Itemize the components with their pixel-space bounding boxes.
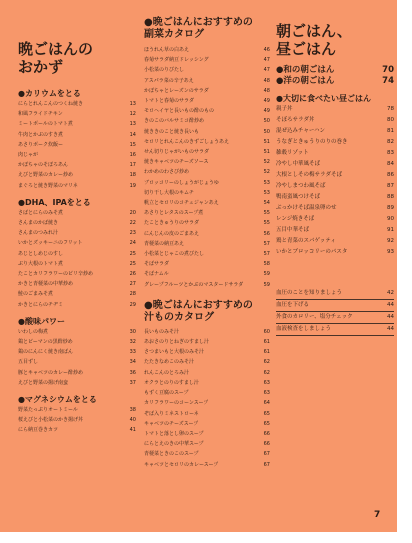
entry-label: 血液検査をしましょう: [276, 326, 332, 332]
entry-label: きのこのバルサミコ酢炒め: [144, 118, 205, 125]
entry-label: ほうれん草の白あえ: [144, 47, 190, 53]
entry-page: 50: [263, 128, 270, 135]
entry-label: ぞば入りミネストローネ: [144, 410, 199, 417]
entry-label: レンジ焼きそば: [276, 216, 315, 222]
entry-page: 87: [387, 183, 394, 189]
entry-page: 61: [263, 349, 270, 356]
section-heading-potassium: ●カリウムをとる: [18, 89, 81, 98]
index-entry[interactable]: [18, 249, 136, 259]
entry-label: 雑穀リゾット: [276, 150, 309, 156]
side-dish-catalog-title-line2: 副菜カタログ: [144, 29, 204, 40]
entry-label: 血圧のことを知りましょう: [276, 290, 343, 296]
index-entry[interactable]: [276, 288, 394, 300]
entry-label: たこときゅうりのサラダ: [144, 220, 199, 227]
index-entry[interactable]: [144, 347, 270, 357]
entry-label: あさりとレタスのスープ煮: [144, 210, 204, 217]
entry-label: いわしの梅煮: [18, 328, 49, 335]
entry-page: 81: [387, 128, 394, 134]
index-entry[interactable]: [276, 214, 394, 225]
entry-label: たことカリフラワーのピリ辛炒め: [18, 271, 94, 278]
index-entry[interactable]: [144, 76, 270, 86]
entry-label: ぶっかけそば温泉卵のせ: [276, 205, 337, 211]
entry-label: かきとにらのチヂミ: [18, 301, 64, 308]
index-entry[interactable]: [144, 229, 270, 239]
index-entry[interactable]: [276, 247, 394, 258]
index-entry[interactable]: [18, 170, 136, 180]
entry-page: 62: [263, 359, 270, 366]
index-entry[interactable]: [144, 388, 270, 398]
entry-label: 鶏のにんにく焼き南ばん: [18, 349, 74, 356]
index-entry[interactable]: [144, 116, 270, 126]
index-entry[interactable]: [144, 239, 270, 249]
entry-page: 52: [263, 159, 270, 166]
entry-label: カリフラワーのコーンスープ: [144, 400, 209, 407]
entry-page: 57: [263, 240, 270, 247]
entry-page: 66: [263, 430, 270, 437]
index-entry[interactable]: [144, 357, 270, 367]
entry-label: ブロッコリーのしょうがじょうゆ: [144, 179, 219, 186]
index-entry[interactable]: [18, 289, 136, 299]
entry-page: 58: [263, 261, 270, 268]
col1-title-line1: 晩ごはんの: [18, 40, 94, 58]
entry-label: そばナムル: [144, 271, 169, 278]
entry-label: そぼろサラダ丼: [276, 117, 315, 123]
entry-page: 44: [387, 314, 394, 320]
entry-label: 親子丼: [276, 106, 293, 112]
entry-page: 47: [263, 57, 270, 64]
index-entry[interactable]: [18, 218, 136, 228]
entry-page: 25: [129, 260, 136, 267]
index-entry[interactable]: [18, 228, 136, 238]
entry-label: 長いものみそ汁: [144, 328, 180, 335]
entry-page: 22: [129, 220, 136, 227]
entry-page: 65: [263, 410, 270, 417]
entry-page: 56: [263, 230, 270, 237]
entry-page: 34: [129, 359, 136, 366]
entry-page: 44: [387, 326, 394, 332]
entry-page: 40: [129, 417, 136, 424]
entry-page: 32: [129, 339, 136, 346]
index-entry[interactable]: [18, 415, 136, 425]
entry-page: 15: [129, 141, 136, 148]
index-entry[interactable]: [18, 357, 136, 367]
entry-page: 62: [263, 369, 270, 376]
index-entry[interactable]: [18, 347, 136, 357]
entry-page: 59: [263, 271, 270, 278]
index-entry[interactable]: [18, 238, 136, 248]
entry-page: 42: [387, 290, 394, 296]
index-entry[interactable]: [276, 181, 394, 192]
index-entry[interactable]: [276, 236, 394, 247]
index-entry[interactable]: [144, 280, 270, 290]
entry-page: 12: [129, 111, 136, 118]
index-entry[interactable]: [18, 368, 136, 378]
entry-page: 89: [387, 205, 394, 211]
entry-label: あさりボーク炊飯ー: [18, 141, 64, 148]
index-entry[interactable]: [18, 337, 136, 347]
entry-label: トマトと落とし卵のスープ: [144, 430, 204, 437]
lunch-section-heading: ●大切に食べたい昼ごはん: [276, 94, 371, 103]
index-entry[interactable]: [18, 378, 136, 388]
index-entry[interactable]: [144, 96, 270, 106]
index-entry[interactable]: [18, 259, 136, 269]
entry-label: まぐろと焼き野菜のマリネ: [18, 182, 78, 189]
col3-title-line2: 昼ごはん: [276, 40, 337, 58]
entry-page: 52: [263, 169, 270, 176]
entry-label: そばサラダ: [144, 261, 169, 268]
entry-page: 50: [263, 118, 270, 125]
page-number: 7: [374, 510, 381, 520]
index-entry[interactable]: [276, 300, 394, 312]
entry-label: かきと青梗菜の中華炒め: [18, 281, 74, 288]
page-margin-bottom: [0, 532, 412, 543]
index-entry[interactable]: [144, 147, 270, 157]
index-entry[interactable]: [18, 327, 136, 337]
entry-label: キャベツとセロリのカレースープ: [144, 461, 219, 468]
entry-label: 帆立とセロリのコチュジャンあえ: [144, 200, 219, 207]
entry-label: さつまいもと大根のみそ汁: [144, 349, 205, 356]
index-entry[interactable]: [144, 368, 270, 378]
entry-label: オクラとのりのすまし汁: [144, 379, 199, 386]
index-entry[interactable]: [276, 312, 394, 324]
entry-page: 64: [263, 400, 270, 407]
side-dish-catalog-title-line1: ●晩ごはんにおすすめの: [144, 17, 253, 28]
entry-page: 67: [263, 461, 270, 468]
entry-label: 冷やし中華風そば: [276, 161, 321, 167]
entry-page: 55: [263, 220, 270, 227]
western-breakfast-entry[interactable]: [276, 76, 394, 87]
entry-page: 57: [263, 251, 270, 258]
entry-page: 25: [129, 250, 136, 257]
index-entry[interactable]: [144, 429, 270, 439]
entry-page: 78: [387, 106, 394, 112]
index-entry[interactable]: [276, 324, 394, 336]
entry-page: 47: [263, 67, 270, 74]
entry-label: 焼ききのこと焼き長いも: [144, 128, 200, 135]
section-heading-acidity: ●酸味パワー: [18, 316, 65, 326]
entry-label: 鴨南蛮風つけそば: [276, 194, 321, 200]
entry-label: 血圧を下げる: [276, 302, 310, 308]
entry-page: 80: [387, 117, 394, 123]
entry-label: いかとブロッコリーのパスタ: [276, 249, 348, 255]
entry-page: 36: [129, 369, 136, 376]
section-heading-dha-ipa: ●DHA、IPAをとる: [18, 197, 91, 207]
entry-label: 外食のカロリー、塩分チェック: [276, 314, 353, 320]
entry-label: にんじんの皮のごまあえ: [144, 230, 200, 237]
index-entry[interactable]: [18, 425, 136, 435]
entry-page: 13: [129, 101, 136, 107]
entry-label: 大根としその梅サラダそば: [276, 172, 342, 178]
entry-label: あおさのりとねぎのすまし汁: [144, 339, 210, 346]
entry-page: 30: [129, 328, 136, 335]
entry-page: 37: [129, 379, 136, 386]
index-entry[interactable]: [276, 148, 394, 159]
index-entry[interactable]: [144, 419, 270, 429]
entry-label: さばとにらのみそ煮: [18, 209, 64, 216]
entry-label: あじとしめじのすし: [18, 250, 64, 257]
entry-page: 91: [387, 227, 394, 233]
entry-page: 49: [263, 98, 270, 105]
japanese-breakfast-entry[interactable]: [276, 65, 394, 76]
entry-page: 46: [263, 47, 270, 53]
index-entry[interactable]: [276, 104, 394, 115]
entry-label: ●洋の朝ごはん: [276, 76, 335, 86]
entry-page: 19: [129, 182, 136, 189]
index-entry[interactable]: [18, 181, 136, 191]
entry-page: 82: [387, 139, 394, 145]
index-entry[interactable]: [18, 119, 136, 129]
index-entry[interactable]: [144, 167, 270, 177]
entry-page: 44: [387, 302, 394, 308]
entry-label: ミートボールのトマト煮: [18, 121, 73, 128]
entry-label: せん切りじゃがいものサラダ: [144, 149, 209, 156]
index-entry[interactable]: [18, 405, 136, 415]
entry-page: 88: [387, 194, 394, 200]
entry-label: 和風フライドチキン: [18, 111, 63, 118]
entry-page: 67: [263, 451, 270, 458]
index-entry[interactable]: [144, 157, 270, 167]
entry-label: えびと野菜のカレー炒め: [18, 172, 74, 179]
entry-label: かぼちゃとレーズンのサラダ: [144, 87, 209, 94]
index-entry[interactable]: [144, 178, 270, 188]
entry-page: 23: [129, 230, 136, 237]
section-heading-magnesium: ●マグネシウムをとる: [18, 395, 97, 405]
index-entry[interactable]: [144, 127, 270, 137]
index-entry[interactable]: [144, 439, 270, 449]
entry-label: 桜えびと小松菜のかき揚げ丼: [18, 417, 84, 424]
index-entry[interactable]: [18, 300, 136, 310]
entry-label: にら納豆巻きカツ: [18, 427, 59, 434]
entry-label: キャベツのチーズスープ: [144, 420, 199, 427]
index-entry[interactable]: [144, 188, 270, 198]
index-entry[interactable]: [18, 208, 136, 218]
entry-page: 33: [129, 349, 136, 356]
entry-page: 38: [129, 407, 136, 414]
entry-label: 豚とキャベツのカレー酢炒め: [18, 369, 84, 376]
index-entry[interactable]: [144, 269, 270, 279]
entry-page: 17: [129, 162, 136, 169]
entry-page: 51: [263, 149, 270, 156]
entry-label: 牛肉とかぶのすき煮: [18, 131, 64, 138]
entry-page: 83: [387, 150, 394, 156]
entry-label: かぼちゃのそぼろあん: [18, 162, 69, 169]
index-entry[interactable]: [144, 55, 270, 65]
entry-label: 焼きキャベツのチーズソース: [144, 159, 209, 166]
index-entry[interactable]: [276, 137, 394, 148]
entry-page: 84: [387, 161, 394, 167]
entry-label: 春菊サラダ納豆ドレッシング: [144, 57, 209, 64]
col1-title-line2: おかず: [18, 58, 64, 76]
entry-page: 18: [129, 172, 136, 179]
entry-page: 63: [263, 390, 270, 397]
entry-page: 86: [387, 172, 394, 178]
entry-page: 59: [263, 281, 270, 288]
entry-label: れんこんのとろみ汁: [144, 369, 190, 376]
entry-page: 26: [129, 271, 136, 278]
index-entry[interactable]: [144, 409, 270, 419]
index-entry[interactable]: [144, 337, 270, 347]
entry-page: 29: [129, 301, 136, 308]
side-dish-catalog-column: [144, 17, 270, 470]
entry-page: 13: [129, 121, 136, 128]
index-entry[interactable]: [144, 86, 270, 96]
page-margin-right: [397, 0, 412, 543]
index-entry[interactable]: [144, 398, 270, 408]
index-entry[interactable]: [144, 249, 270, 259]
entry-label: セロリとれんこんのきずごしょうあえ: [144, 138, 230, 145]
entry-page: 90: [387, 216, 394, 222]
index-entry[interactable]: [144, 327, 270, 337]
entry-label: 肉じゃが: [18, 152, 39, 159]
breakfast-lunch-column: [276, 22, 394, 336]
entry-page: 53: [263, 189, 270, 196]
index-entry[interactable]: [144, 65, 270, 75]
entry-label: さんまのつみれ汁: [18, 230, 59, 237]
entry-label: ●和の朝ごはん: [276, 65, 335, 75]
index-entry[interactable]: [276, 225, 394, 236]
entry-label: 冷やしまつわ風そば: [276, 183, 326, 189]
index-entry[interactable]: [144, 106, 270, 116]
entry-label: アスパラ菜の辛子あえ: [144, 77, 194, 84]
soup-catalog-title-line2: 汁ものカタログ: [144, 311, 214, 323]
entry-page: 54: [263, 200, 270, 207]
entry-page: 14: [129, 131, 136, 138]
entry-label: 青梗菜ときのこのスープ: [144, 451, 199, 458]
entry-page: 49: [263, 108, 270, 115]
entry-page: 24: [129, 240, 136, 247]
entry-label: 小松菜とじゃこの煮びたし: [144, 251, 205, 258]
entry-label: えびと野菜の揚げ南蛮: [18, 379, 69, 386]
index-entry[interactable]: [18, 269, 136, 279]
entry-page: 27: [129, 281, 136, 288]
entry-page: 28: [129, 291, 136, 298]
entry-page: 74: [382, 76, 394, 86]
entry-label: 混ぜ込みチャーハン: [276, 128, 326, 134]
entry-page: 66: [263, 441, 270, 448]
index-entry[interactable]: [144, 45, 270, 55]
entry-page: 16: [129, 152, 136, 159]
entry-label: にらとえのきの中華スープ: [144, 441, 204, 448]
entry-page: 55: [263, 210, 270, 217]
index-entry[interactable]: [18, 150, 136, 160]
entry-page: 20: [129, 209, 136, 216]
entry-page: 51: [263, 138, 270, 145]
index-entry[interactable]: [18, 160, 136, 170]
entry-page: 61: [263, 339, 270, 346]
entry-page: 48: [263, 87, 270, 94]
entry-label: さんまのかば焼き: [18, 220, 59, 227]
index-entry[interactable]: [276, 192, 394, 203]
entry-page: 41: [129, 427, 136, 434]
entry-label: 切り干し大根のキムチ: [144, 189, 194, 196]
index-entry[interactable]: [144, 449, 270, 459]
index-entry[interactable]: [18, 99, 136, 109]
entry-page: 60: [263, 328, 270, 335]
index-entry[interactable]: [144, 198, 270, 208]
index-entry[interactable]: [144, 208, 270, 218]
index-entry[interactable]: [144, 259, 270, 269]
entry-page: 53: [263, 179, 270, 186]
index-entry[interactable]: [276, 159, 394, 170]
entry-label: たたきなめこのみそ汁: [144, 359, 195, 366]
index-entry[interactable]: [276, 203, 394, 214]
index-entry[interactable]: [18, 279, 136, 289]
entry-label: グレープフルーツとかぶのマスタードサラダ: [144, 281, 244, 288]
entry-label: 五目中華そば: [276, 227, 310, 233]
entry-label: うなぎときゅうりのりの巻き: [276, 139, 348, 145]
entry-label: 小松菜のりびたし: [144, 67, 185, 74]
entry-page: 65: [263, 420, 270, 427]
entry-label: ぶり大根のトマト煮: [18, 260, 64, 267]
entry-label: 鮭のごまみそ煮: [18, 291, 54, 298]
index-entry[interactable]: [144, 218, 270, 228]
entry-page: 48: [263, 77, 270, 84]
index-entry[interactable]: [144, 460, 270, 470]
entry-label: 五目ずし: [18, 359, 39, 366]
index-entry[interactable]: [276, 126, 394, 137]
index-entry[interactable]: [144, 137, 270, 147]
index-entry[interactable]: [18, 140, 136, 150]
entry-label: 野菜たっぷりオートミール: [18, 407, 78, 414]
entry-label: もずく豆腐のスープ: [144, 390, 189, 397]
index-entry[interactable]: [276, 115, 394, 126]
entry-label: 鶏とピーマンの黒酢炒め: [18, 339, 73, 346]
entry-label: 青梗菜の納豆あえ: [144, 240, 185, 247]
index-entry[interactable]: [144, 378, 270, 388]
entry-page: 70: [382, 65, 394, 75]
index-entry[interactable]: [18, 109, 136, 119]
entry-label: いかとズッキーニのフリット: [18, 240, 83, 247]
entry-label: 鶏と青菜のスパゲッティ: [276, 238, 336, 244]
soup-catalog-title-line1: ●晩ごはんにおすすめの: [144, 299, 253, 311]
index-entry[interactable]: [18, 130, 136, 140]
entry-label: トマトと春菊のサラダ: [144, 98, 194, 105]
entry-page: 92: [387, 238, 394, 244]
col3-title-line1: 朝ごはん、: [276, 22, 352, 40]
entry-label: モロヘイヤと長いもの酢のもの: [144, 108, 215, 115]
dinner-main-dishes-column: [18, 40, 136, 436]
entry-page: 93: [387, 249, 394, 255]
entry-page: 63: [263, 379, 270, 386]
index-entry[interactable]: [276, 170, 394, 181]
entry-label: わかめのわさび炒め: [144, 169, 190, 176]
entry-label: にらとれんこんのつくね焼き: [18, 101, 84, 107]
